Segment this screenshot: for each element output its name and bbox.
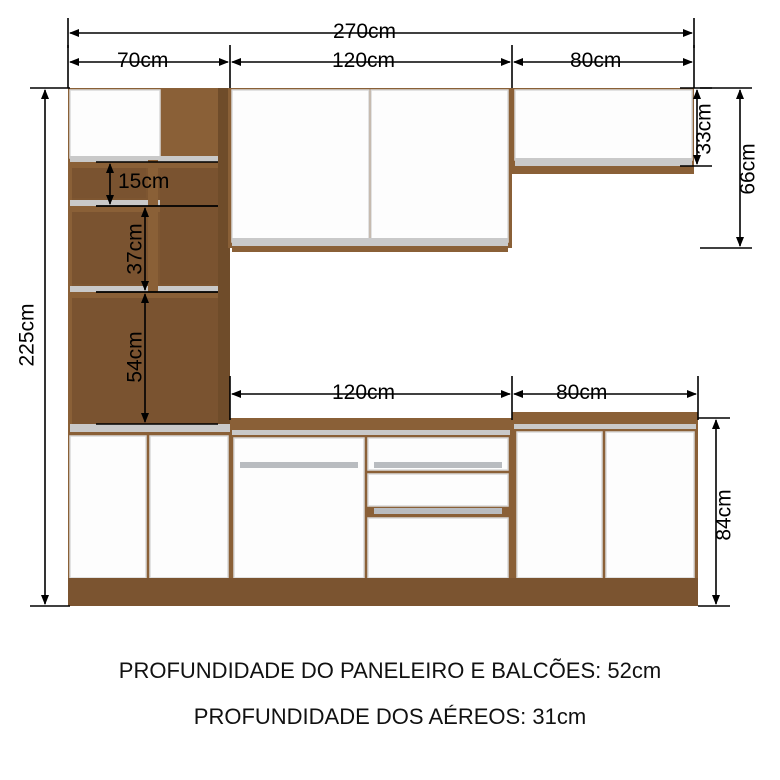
label-top-right-section: 80cm <box>570 49 622 72</box>
label-base-mid-section: 120cm <box>332 381 396 404</box>
upper-right-wall-cabinet <box>512 88 694 174</box>
base-left-pantry <box>68 424 230 606</box>
base-right-counter <box>512 412 698 606</box>
caption-depth-wall-units: PROFUNDIDADE DOS AÉREOS: 31cm <box>193 704 587 729</box>
caption-depth-pantry: PROFUNDIDADE DO PANELEIRO E BALCÕES: 52cm <box>118 658 662 683</box>
label-top-mid-section: 120cm <box>332 49 396 72</box>
label-total-width: 270cm <box>333 20 397 43</box>
upper-middle-wall-cabinet <box>228 88 512 252</box>
base-middle-counter <box>230 418 512 606</box>
label-top-left-section: 70cm <box>117 49 169 72</box>
label-shelf-gap-3: 54cm <box>123 331 147 383</box>
label-upper-right-height: 33cm <box>692 103 716 155</box>
label-base-height: 84cm <box>712 489 736 541</box>
upper-left-open-shelf-unit <box>68 88 230 430</box>
label-shelf-gap-1: 15cm <box>118 170 170 193</box>
label-base-right-section: 80cm <box>556 381 608 404</box>
label-upper-right-total-height: 66cm <box>736 143 760 195</box>
label-total-height: 225cm <box>15 303 39 367</box>
label-shelf-gap-2: 37cm <box>123 223 147 275</box>
